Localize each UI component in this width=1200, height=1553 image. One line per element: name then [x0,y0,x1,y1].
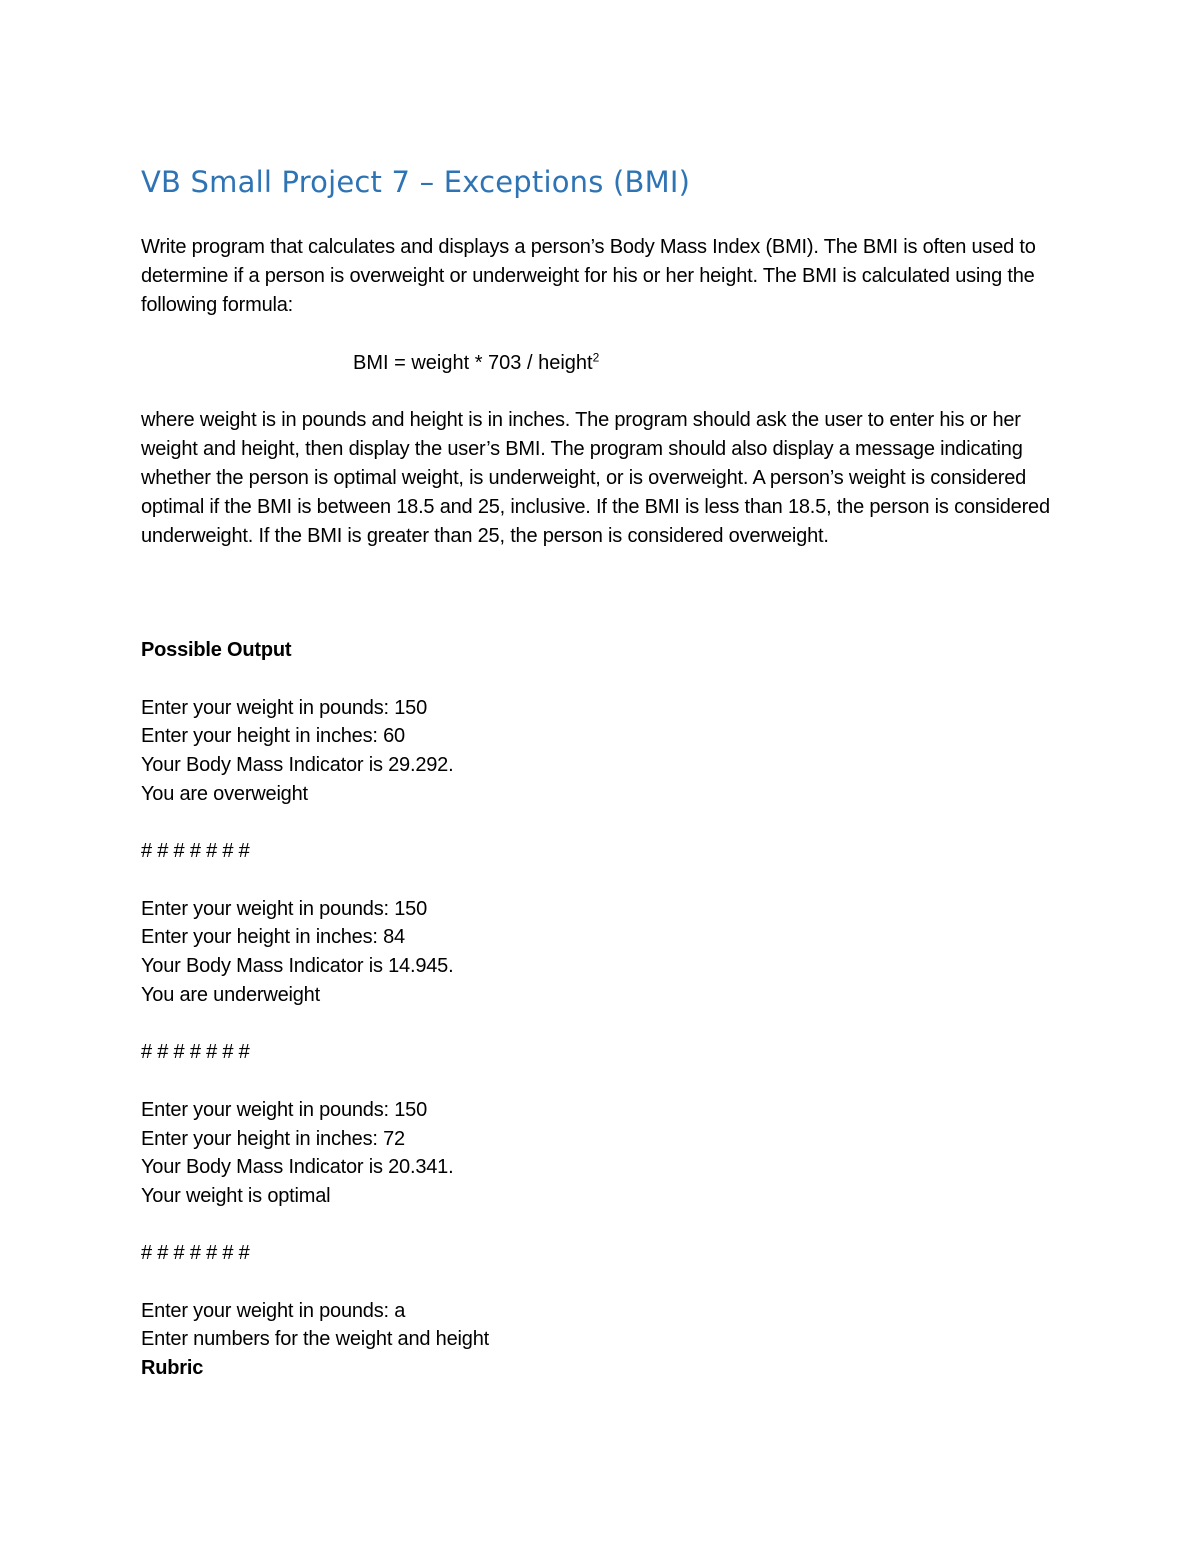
example-1-height: Enter your height in inches: 60 [141,725,405,747]
example-1-result: You are overweight [141,783,308,805]
example-3-bmi: Your Body Mass Indicator is 20.341. [141,1156,454,1178]
output-heading: Possible Output [141,639,292,661]
document-title: VB Small Project 7 – Exceptions (BMI) [141,165,691,199]
example-2-bmi: Your Body Mass Indicator is 14.945. [141,955,454,977]
formula-exponent: 2 [592,350,600,365]
example-3-result: Your weight is optimal [141,1185,331,1207]
separator-3: # # # # # # # [141,1242,250,1264]
example-2-result: You are underweight [141,984,320,1006]
example-3-height: Enter your height in inches: 72 [141,1128,405,1150]
error-example-weight: Enter your weight in pounds: a [141,1300,406,1322]
error-example-message: Enter numbers for the weight and height [141,1328,489,1350]
separator-1: # # # # # # # [141,840,250,862]
separator-2: # # # # # # # [141,1041,250,1063]
intro-paragraph: Write program that calculates and displays a person’s Body Mass Index (BMI). The BMI is often used to determine if a person is overweight or underweight for his or her height. The BMI is calculated using the following formula: [141,236,1036,316]
example-2-height: Enter your height in inches: 84 [141,926,405,948]
bmi-formula [353,349,599,378]
formula-text: BMI = weight * 703 / height [353,352,593,374]
example-2-weight: Enter your weight in pounds: 150 [141,898,428,920]
example-1-bmi: Your Body Mass Indicator is 29.292. [141,754,454,776]
example-1-weight: Enter your weight in pounds: 150 [141,697,428,719]
rubric-heading: Rubric [141,1357,204,1379]
example-3-weight: Enter your weight in pounds: 150 [141,1099,428,1121]
description-paragraph: where weight is in pounds and height is in inches. The program should ask the user to enter his or her weight and height, then display the user’s BMI. The program should also display a message indicating whether the person is optimal weight, is underweight, or is overweight. A person’s weight is considered optimal if the BMI is between 18.5 and 25, inclusive. If the BMI is less than 18.5, the person is considered underweight. If the BMI is greater than 25, the person is considered overweight. [141,409,1050,547]
